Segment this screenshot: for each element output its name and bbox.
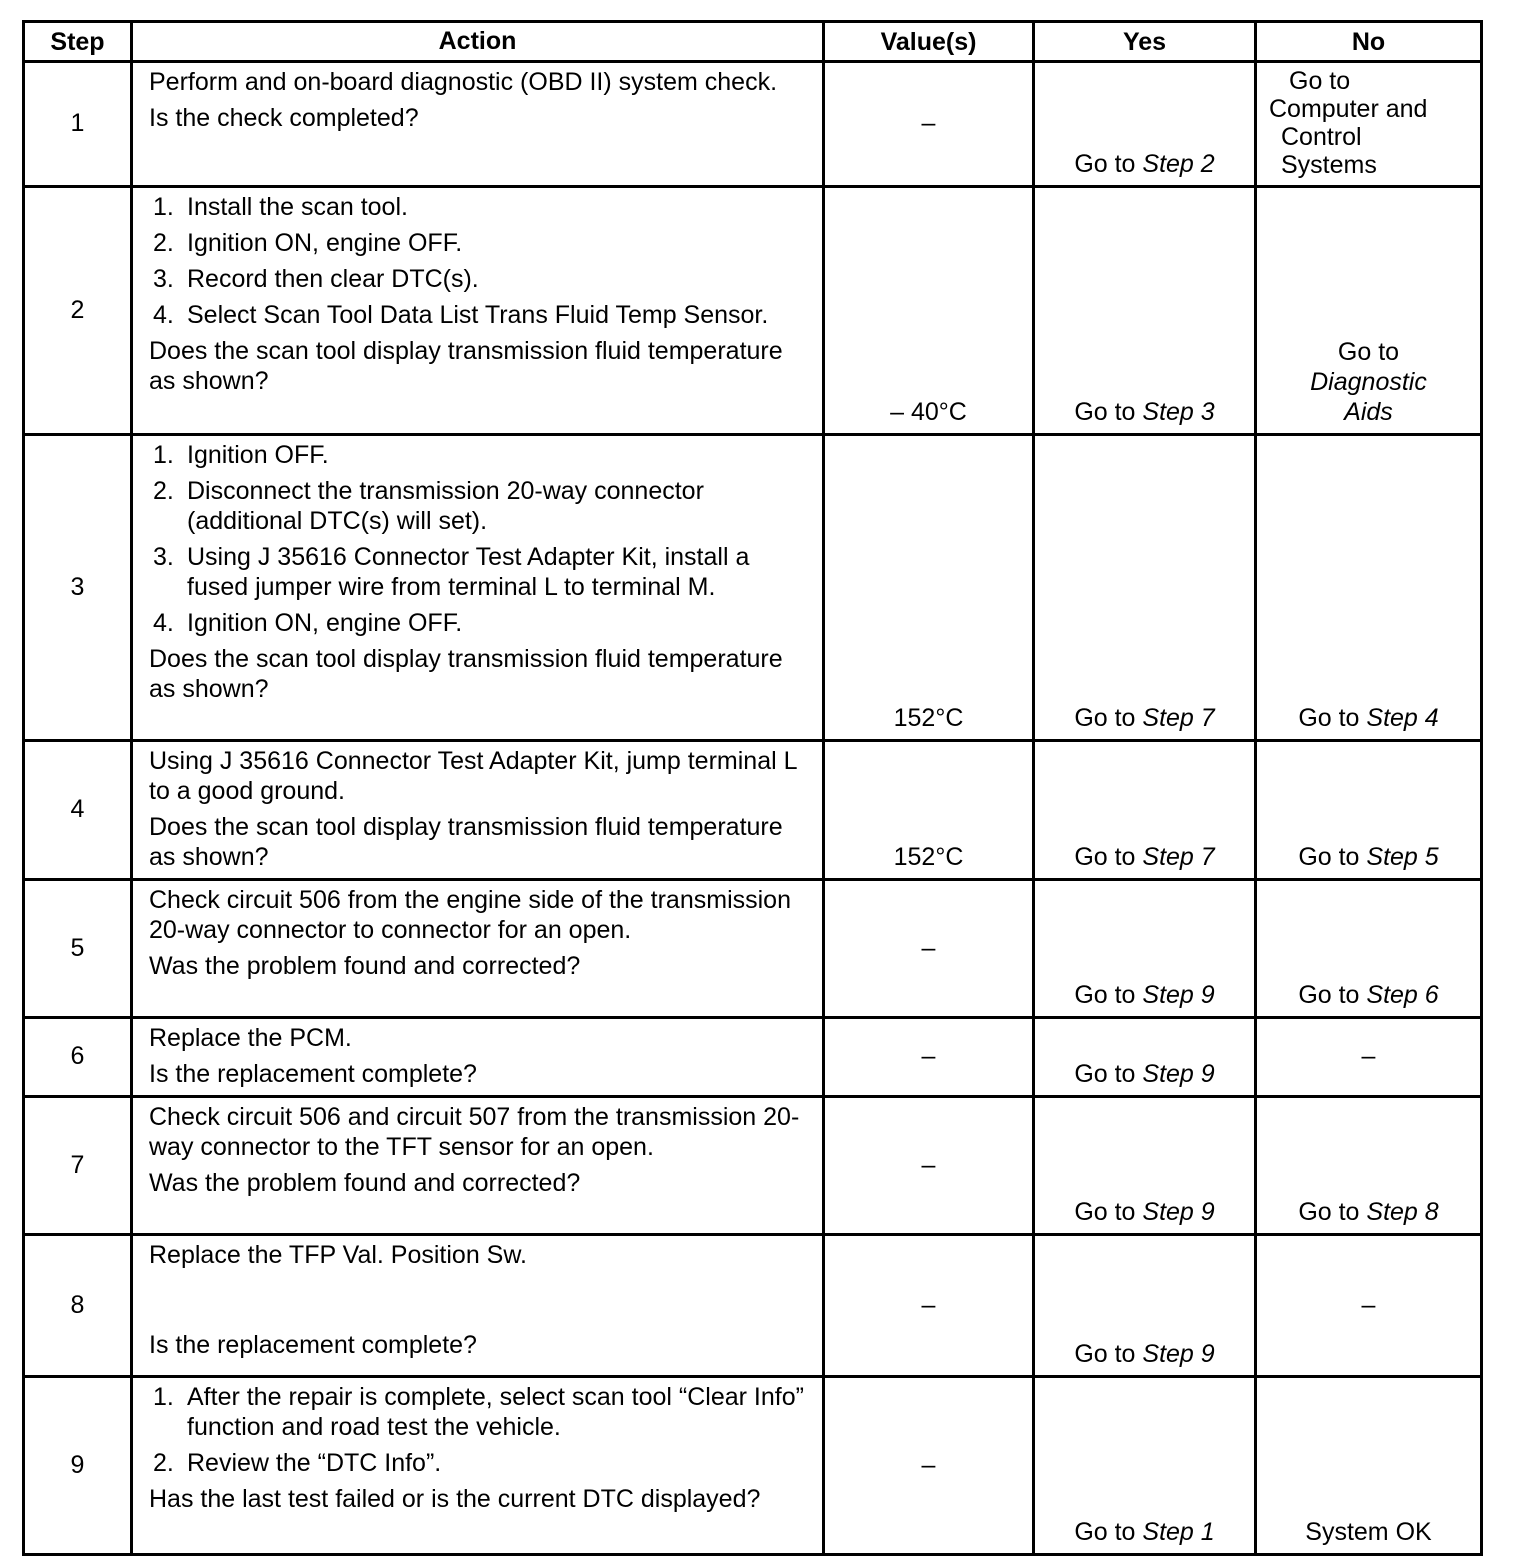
action-question: Was the problem found and corrected? — [149, 952, 581, 980]
no-cell — [1256, 1097, 1482, 1235]
no-cell — [1256, 741, 1482, 880]
step-number: 1 — [24, 62, 132, 187]
spacer — [149, 1270, 806, 1324]
action-question: Is the replacement complete? — [149, 1060, 477, 1088]
no-link[interactable]: Step 8 — [1366, 1198, 1439, 1226]
list-item: 3. Using J 35616 Connector Test Adapter Kit, install a fused jumper wire from terminal L to terminal M. — [153, 543, 750, 601]
no-cell — [1256, 880, 1482, 1018]
action-cell — [132, 1377, 824, 1555]
list-item: 4. Ignition ON, engine OFF. — [153, 609, 463, 637]
step-number: 3 — [24, 435, 132, 741]
step-number: 6 — [24, 1018, 132, 1097]
action-cell — [132, 1235, 824, 1377]
action-cell — [132, 1097, 824, 1235]
yes-prefix: Go to — [1074, 1198, 1143, 1226]
yes-prefix: Go to — [1074, 398, 1143, 426]
yes-link[interactable]: Step 9 — [1142, 1340, 1215, 1368]
action-cell — [132, 62, 824, 187]
yes-prefix: Go to — [1074, 704, 1143, 732]
yes-prefix: Go to — [1074, 981, 1143, 1009]
action-cell — [132, 741, 824, 880]
yes-link[interactable]: Step 9 — [1142, 981, 1215, 1009]
diagnostic-table — [22, 20, 1483, 1556]
no-cell: System OK — [1256, 1377, 1482, 1555]
yes-link[interactable]: Step 3 — [1142, 398, 1215, 426]
value-cell: – — [824, 1097, 1034, 1235]
value-cell: – — [824, 880, 1034, 1018]
no-cell: – — [1256, 1018, 1482, 1097]
yes-cell — [1034, 1235, 1256, 1377]
action-cell — [132, 435, 824, 741]
yes-prefix: Go to — [1074, 1518, 1143, 1546]
list-item: 2. Review the “DTC Info”. — [153, 1449, 442, 1477]
value-cell: – — [824, 1018, 1034, 1097]
no-cell — [1256, 187, 1482, 435]
no-link[interactable]: Step 4 — [1366, 704, 1439, 732]
list-item: 2. Disconnect the transmission 20-way connector (additional DTC(s) will set). — [153, 477, 704, 535]
yes-prefix: Go to — [1074, 1060, 1143, 1088]
no-prefix: Go to — [1298, 843, 1367, 871]
step-number: 5 — [24, 880, 132, 1018]
value-cell: – — [824, 62, 1034, 187]
action-text: Replace the TFP Val. Position Sw. — [149, 1241, 527, 1269]
action-list — [149, 1382, 806, 1478]
yes-cell — [1034, 880, 1256, 1018]
table-row — [24, 1018, 1482, 1097]
step-number: 9 — [24, 1377, 132, 1555]
action-text: Check circuit 506 and circuit 507 from the transmission 20-way connector to the TFT sensor for an open. — [149, 1103, 800, 1161]
table-row — [24, 1097, 1482, 1235]
step-number: 7 — [24, 1097, 132, 1235]
action-question: Does the scan tool display transmission fluid temperature as shown? — [149, 337, 783, 395]
list-item: 1. Ignition OFF. — [153, 441, 329, 469]
action-question: Is the replacement complete? — [149, 1331, 477, 1359]
yes-link[interactable]: Step 7 — [1142, 704, 1215, 732]
no-prefix: Go to — [1298, 981, 1367, 1009]
action-list — [149, 192, 806, 330]
value-cell: – 40°C — [824, 187, 1034, 435]
no-cell — [1256, 62, 1482, 187]
header-step: Step — [24, 22, 132, 62]
action-list — [149, 440, 806, 638]
no-cell: – — [1256, 1235, 1482, 1377]
yes-prefix: Go to — [1074, 843, 1143, 871]
list-item: 2. Ignition ON, engine OFF. — [153, 229, 463, 257]
no-cell — [1256, 435, 1482, 741]
value-cell: – — [824, 1235, 1034, 1377]
list-item: 3. Record then clear DTC(s). — [153, 265, 479, 293]
yes-cell — [1034, 187, 1256, 435]
yes-cell — [1034, 1018, 1256, 1097]
value-cell: 152°C — [824, 741, 1034, 880]
action-text: Perform and on-board diagnostic (OBD II) system check. — [149, 68, 778, 96]
yes-link[interactable]: Step 7 — [1142, 843, 1215, 871]
action-text: Check circuit 506 from the engine side of the transmission 20-way connector to connector for an open. — [149, 886, 791, 944]
no-line[interactable]: Computer and — [1269, 95, 1428, 123]
no-link[interactable]: Aids — [1344, 398, 1393, 426]
list-item: 1. After the repair is complete, select scan tool “Clear Info” function and road test the vehicle. — [153, 1383, 804, 1441]
no-line: Go to — [1289, 67, 1351, 95]
header-action: Action — [132, 22, 824, 62]
list-item: 4. Select Scan Tool Data List Trans Fluid Temp Sensor. — [153, 301, 769, 329]
table-row — [24, 741, 1482, 880]
action-text: Using J 35616 Connector Test Adapter Kit, jump terminal L to a good ground. — [149, 747, 797, 805]
step-number: 4 — [24, 741, 132, 880]
no-line[interactable]: Control Systems — [1281, 123, 1377, 179]
step-number: 8 — [24, 1235, 132, 1377]
list-item: 1. Install the scan tool. — [153, 193, 408, 221]
yes-cell — [1034, 62, 1256, 187]
action-cell — [132, 187, 824, 435]
yes-cell — [1034, 1097, 1256, 1235]
header-no: No — [1256, 22, 1482, 62]
yes-link[interactable]: Step 9 — [1142, 1060, 1215, 1088]
step-number: 2 — [24, 187, 132, 435]
value-cell: 152°C — [824, 435, 1034, 741]
action-cell — [132, 1018, 824, 1097]
yes-cell — [1034, 741, 1256, 880]
value-cell: – — [824, 1377, 1034, 1555]
table-row — [24, 435, 1482, 741]
yes-prefix: Go to — [1074, 150, 1143, 178]
table-row — [24, 62, 1482, 187]
no-link[interactable]: Diagnostic — [1310, 368, 1427, 396]
yes-link[interactable]: Step 1 — [1142, 1518, 1215, 1546]
action-question: Does the scan tool display transmission fluid temperature as shown? — [149, 645, 783, 703]
no-prefix: Go to — [1298, 1198, 1367, 1226]
action-question: Does the scan tool display transmission fluid temperature as shown? — [149, 813, 783, 871]
yes-cell — [1034, 435, 1256, 741]
header-values: Value(s) — [824, 22, 1034, 62]
no-prefix: Go to — [1298, 704, 1367, 732]
table-row — [24, 1235, 1482, 1377]
no-prefix: Go to — [1337, 338, 1400, 366]
table-row — [24, 1377, 1482, 1555]
action-question: Has the last test failed or is the current DTC displayed? — [149, 1485, 761, 1513]
table-row — [24, 187, 1482, 435]
yes-prefix: Go to — [1074, 1340, 1143, 1368]
no-link[interactable]: Step 5 — [1366, 843, 1439, 871]
no-link[interactable]: Step 6 — [1366, 981, 1439, 1009]
yes-cell — [1034, 1377, 1256, 1555]
table-row — [24, 880, 1482, 1018]
action-cell — [132, 880, 824, 1018]
yes-link[interactable]: Step 9 — [1142, 1198, 1215, 1226]
action-question: Is the check completed? — [149, 104, 419, 132]
action-question: Was the problem found and corrected? — [149, 1169, 581, 1197]
yes-link[interactable]: Step 2 — [1142, 150, 1215, 178]
header-yes: Yes — [1034, 22, 1256, 62]
action-text: Replace the PCM. — [149, 1024, 352, 1052]
header-row — [24, 22, 1482, 62]
